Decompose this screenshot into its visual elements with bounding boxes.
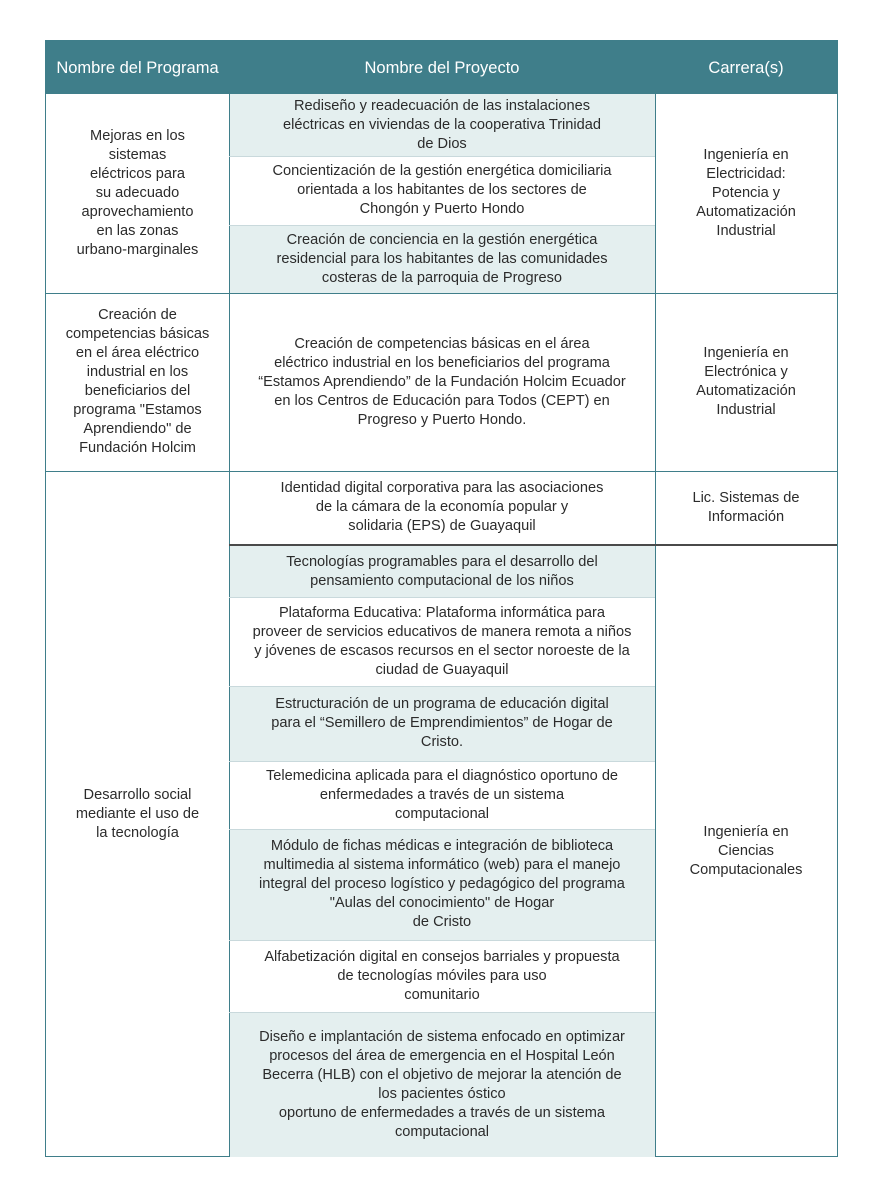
project-3-6: Módulo de fichas médicas e integración de biblioteca multimedia al sistema informático (web) para el manejo integral del proceso logístico y pedagógico del programa "Aulas del conocimiento" de Hogar de Cristo (229, 829, 655, 940)
project-3-2: Tecnologías programables para el desarrollo del pensamiento computacional de los niños (229, 546, 655, 597)
programs-table (45, 40, 838, 1157)
project-separator (229, 156, 655, 157)
row-divider-1 (46, 293, 837, 294)
project-separator (229, 761, 655, 762)
project-3-5: Telemedicina aplicada para el diagnóstico oportuno de enfermedades a través de un sistema computacional (265, 767, 619, 822)
project-separator (229, 225, 655, 226)
program-name-1: Mejoras en los sistemas eléctricos para su adecuado aprovechamiento en las zonas urbano-marginales (76, 128, 199, 258)
project-1-2: Concientización de la gestión energética domiciliaria orientada a los habitantes de los sectores de Chongón y Puerto Hondo (272, 163, 612, 217)
project-3-1: Identidad digital corporativa para las asociaciones de la cámara de la economía popular y solidaria (EPS) de Guayaquil (280, 480, 604, 534)
career-2: Ingeniería en Electrónica y Automatización Industrial (696, 345, 796, 418)
project-2-1: Creación de competencias básicas en el área eléctrico industrial en los beneficiarios del programa “Estamos Aprendiendo” de la Fundación Holcim Ecuador en los Centros de Educación para Todos (CEPT) en Progreso y Puerto Hondo. (258, 335, 626, 428)
project-3-3: Plataforma Educativa: Plataforma informática para proveer de servicios educativos de manera remota a niños y jóvenes de escasos recursos en el sector noroeste de la ciudad de Guayaquil (252, 604, 632, 678)
project-1-1: Rediseño y readecuación de las instalaciones eléctricas en viviendas de la cooperativa Trinidad de Dios (229, 94, 655, 156)
header-programa: Nombre del Programa (46, 41, 229, 94)
column-divider-1 (229, 41, 230, 1157)
project-3-4: Estructuración de un programa de educación digital para el “Semillero de Emprendimientos” de Hogar de Cristo. (229, 686, 655, 761)
career-3a: Lic. Sistemas de Información (692, 489, 800, 525)
project-separator (229, 829, 655, 830)
row-divider-2 (46, 471, 837, 472)
header-carrera: Carrera(s) (655, 41, 837, 94)
project-separator (229, 597, 655, 598)
career-3b: Ingeniería en Ciencias Computacionales (689, 824, 803, 878)
header-proyecto: Nombre del Proyecto (229, 41, 655, 94)
row-divider-3 (229, 544, 837, 546)
project-separator (229, 1012, 655, 1013)
column-divider-2 (655, 41, 656, 1157)
project-separator (229, 686, 655, 687)
program-name-3: Desarrollo social mediante el uso de la tecnología (75, 786, 200, 841)
career-1: Ingeniería en Electricidad: Potencia y Automatización Industrial (696, 147, 796, 239)
project-3-7: Alfabetización digital en consejos barriales y propuesta de tecnologías móviles para uso comunitario (264, 948, 620, 1003)
program-name-2: Creación de competencias básicas en el área eléctrico industrial en los beneficiarios del programa "Estamos Aprendiendo" de Fundación Holcim (65, 307, 210, 456)
project-3-8: Diseño e implantación de sistema enfocado en optimizar procesos del área de emergencia en el Hospital León Becerra (HLB) con el objetivo de mejorar la atención de los pacientes óstico oportuno de enfermedades a través de un sistema computacional (229, 1012, 655, 1157)
project-separator (229, 940, 655, 941)
project-1-3: Creación de conciencia en la gestión energética residencial para los habitantes de las comunidades costeras de la parroquia de Progreso (229, 225, 655, 293)
